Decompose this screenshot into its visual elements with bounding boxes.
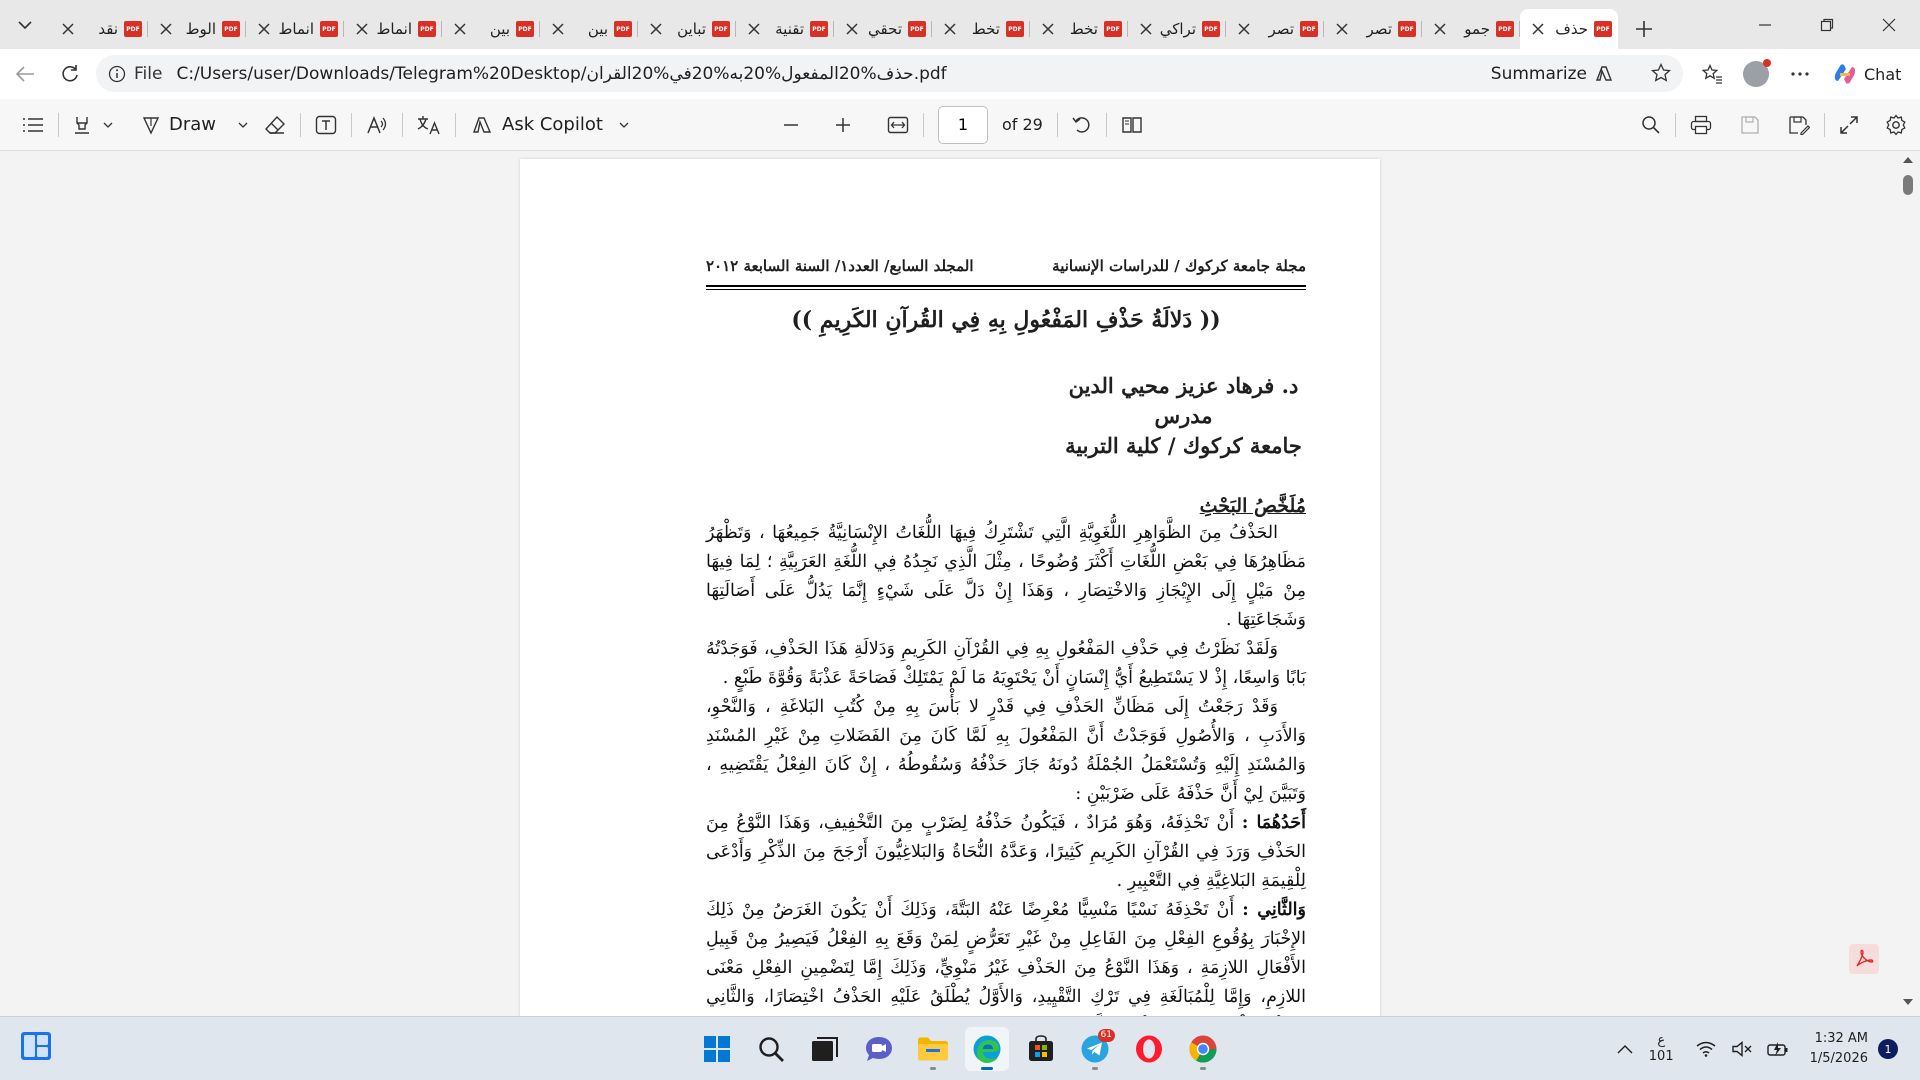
- pdf-file-icon: PDF: [1594, 21, 1612, 37]
- toolbar-divider: [923, 113, 924, 137]
- pdf-file-icon: PDF: [1398, 21, 1416, 37]
- acrobat-icon[interactable]: [1849, 944, 1879, 974]
- browser-tab[interactable]: [246, 9, 344, 49]
- summarize-button[interactable]: [1491, 55, 1615, 92]
- battery-charging-icon: [1767, 1041, 1789, 1057]
- ask-copilot-label: Ask Copilot: [502, 114, 603, 135]
- wifi-icon: [1696, 1041, 1716, 1057]
- tab-title: تباين: [677, 20, 706, 38]
- save-icon: [1740, 115, 1760, 135]
- browser-tab[interactable]: [1422, 9, 1520, 49]
- maximize-button[interactable]: [1796, 0, 1858, 49]
- paragraph-text: أَنْ تَحْذِفَهُ، وَهُوَ مُرَادٌ ، فَيَكُونُ حَذْفُهُ لِضَرْبٍ مِنَ التَّخْفِيفِ، وَهَذَا النَّوْعُ مِنَ الحَذْفِ وَرَدَ فِي القُرْآنِ الكَرِيمِ كَثِيرًا، وَعَدَّهُ النُّحَاةُ وَالبَلاغِيُّونَ أَرْجَحَ مِنَ الذِّكْرِ وَأَدْعَى لِلْقِيمَةِ البَلاغِيَّةِ فِي التَّعْبِيرِ .: [706, 813, 1306, 891]
- close-icon[interactable]: [1432, 21, 1448, 37]
- tab-title: تخط: [971, 20, 1000, 38]
- info-icon[interactable]: [108, 65, 126, 83]
- toolbar-divider: [300, 113, 301, 137]
- video-chat-icon: [864, 1035, 894, 1063]
- scroll-down-icon[interactable]: [1901, 997, 1915, 1007]
- erase-button[interactable]: [256, 105, 294, 145]
- browser-tab[interactable]: [638, 9, 736, 49]
- avatar: [1743, 61, 1769, 87]
- clock-date: 1/5/2026: [1809, 1051, 1868, 1066]
- scroll-up-icon[interactable]: [1901, 155, 1915, 165]
- task-view-button[interactable]: [803, 1027, 847, 1071]
- close-icon[interactable]: [550, 21, 566, 37]
- copilot-icon: [470, 114, 494, 136]
- journal-name: مجلة جامعة كركوك / للدراسات الإنسانية: [1052, 257, 1306, 275]
- page-number-input[interactable]: [938, 106, 988, 144]
- paragraph-text: أَنْ تَحْذِفَهُ نَسْيًا مَنْسِيًّا مُعْرِضًا عَنْهُ البَتَّةَ، وَذَلِكَ أَنْ يَكُونَ الغَرَضُ مِنْ ذَلِكَ الإِخْبَارَ بِوُقُوعِ الفِعْلِ مِنَ الفَاعِلِ مِنْ غَيْرِ تَعَرُّضٍ لِمَنْ وَقَعَ بِهِ الفِعْلُ فَيَصِيرُ مِنْ قَبِيلِ الأَفْعَالِ اللازِمَةِ ، وَهَذَا النَّوْعُ مِنَ الحَذْفِ غَيْرُ مَنْوِيٍّ، وَذَلِكَ إِمَّا لِتَضْمِينِ الفِعْلِ مَعْنَى اللازِمِ، وَإِمَّا لِلْمُبَالَغَةِ فِي تَرْكِ التَّقْيِيدِ، وَالأَوَّلُ يُطْلَقُ عَلَيْهِ الحَذْفُ اخْتِصَارًا، وَالثَّانِي: [706, 900, 1306, 1007]
- show-hidden-icons-button[interactable]: [1610, 1034, 1640, 1064]
- tab-title: بين: [587, 20, 608, 38]
- tab-title: تراكي: [1160, 20, 1196, 38]
- volume-button[interactable]: [1727, 1034, 1757, 1064]
- fit-width-button[interactable]: [879, 105, 917, 145]
- browser-tab[interactable]: [50, 9, 148, 49]
- toolbar-divider: [1106, 113, 1107, 137]
- page-number-group: [930, 105, 1051, 145]
- header-rule: [706, 289, 1306, 290]
- chevron-down-icon[interactable]: [238, 122, 248, 128]
- telegram-button[interactable]: [1073, 1027, 1117, 1071]
- abstract-paragraph: [706, 896, 1306, 1016]
- edge-logo-icon: [972, 1034, 1002, 1064]
- battery-button[interactable]: [1763, 1034, 1793, 1064]
- highlighter-icon: [73, 115, 93, 135]
- browser-actions: [1690, 49, 1901, 99]
- vertical-scrollbar[interactable]: [1896, 151, 1920, 1016]
- abstract-paragraph: [706, 809, 1306, 896]
- pdf-file-icon: PDF: [1104, 21, 1122, 37]
- scroll-thumb[interactable]: [1903, 175, 1913, 195]
- pdf-file-icon: PDF: [124, 21, 142, 37]
- close-icon[interactable]: [648, 21, 664, 37]
- close-icon[interactable]: [844, 21, 860, 37]
- folder-icon: [917, 1036, 949, 1062]
- close-icon[interactable]: [1138, 21, 1154, 37]
- close-icon[interactable]: [1236, 21, 1252, 37]
- chevron-down-icon[interactable]: [103, 122, 113, 128]
- draw-label: Draw: [169, 114, 217, 135]
- taskbar: [0, 1016, 1920, 1080]
- scheme-label: File: [134, 63, 163, 84]
- browser-tab[interactable]: [932, 9, 1030, 49]
- draw-button[interactable]: [133, 105, 256, 145]
- translate-icon: [417, 115, 441, 135]
- address-bar[interactable]: [96, 55, 1683, 92]
- gear-icon: [1885, 114, 1907, 136]
- chrome-logo-icon: [1188, 1034, 1218, 1064]
- page-view-button[interactable]: [1113, 105, 1151, 145]
- tab-title: حذف: [1555, 20, 1588, 38]
- pdf-viewport[interactable]: [0, 151, 1920, 1016]
- store-icon: [1027, 1035, 1055, 1063]
- file-explorer-button[interactable]: [911, 1027, 955, 1071]
- read-aloud-icon: [366, 115, 388, 135]
- more-menu-button[interactable]: [1778, 52, 1822, 96]
- summarize-label: Summarize: [1490, 63, 1587, 84]
- toolbar-divider: [1675, 113, 1676, 137]
- abstract-paragraph: وَلَقَدْ نَظَرْتُ فِي حَذْفِ المَفْعُولِ بِهِ فِي القُرْآنِ الكَرِيمِ وَدَلالَةِ هَذَا الحَذْفِ، فَوَجَدْتُهُ بَابًا وَاسِعًا، إِذْ لا يَسْتَطِيعُ أَيُّ إِنْسَانٍ أَنْ يَحْتَوِيَهُ مَا لَمْ يَمْتَلِكْ فَصَاحَةً عَذْبَةً وَقُوَّةَ طَبْعٍ .: [706, 639, 1306, 688]
- browser-tab[interactable]: [1324, 9, 1422, 49]
- pdf-page: [520, 159, 1380, 1016]
- toolbar-divider: [1824, 113, 1825, 137]
- browser-tab[interactable]: [442, 9, 540, 49]
- plus-icon: [835, 117, 851, 133]
- close-icon[interactable]: [1040, 21, 1056, 37]
- paragraph-lead: أَحَدُهُمَا :: [1241, 813, 1306, 833]
- zoom-out-button[interactable]: [775, 105, 807, 145]
- add-text-button[interactable]: [307, 105, 345, 145]
- tab-title: الوط: [185, 20, 216, 38]
- system-tray: [1607, 1017, 1920, 1080]
- pen-icon: [141, 115, 161, 135]
- plus-icon: [1635, 20, 1653, 38]
- pdf-file-icon: PDF: [516, 21, 534, 37]
- close-icon[interactable]: [354, 21, 370, 37]
- chevron-down-icon: [18, 20, 32, 30]
- search-icon: [1641, 115, 1661, 135]
- paragraph-lead: وَالثَّانِي :: [1242, 900, 1306, 920]
- close-icon[interactable]: [60, 21, 76, 37]
- pdf-file-icon: PDF: [418, 21, 436, 37]
- language-script: ع: [1657, 1033, 1666, 1048]
- tab-title: انماط: [376, 20, 412, 38]
- pdf-file-icon: PDF: [810, 21, 828, 37]
- pdf-file-icon: PDF: [222, 21, 240, 37]
- fullscreen-button[interactable]: [1831, 105, 1867, 145]
- author-affiliation: جامعة كركوك / كلية التربية: [1065, 432, 1302, 458]
- close-icon[interactable]: [746, 21, 762, 37]
- tab-title: بين: [489, 20, 510, 38]
- pdf-file-icon: PDF: [1496, 21, 1514, 37]
- tab-title: انماط: [278, 20, 314, 38]
- close-icon[interactable]: [158, 21, 174, 37]
- page-count: of 29: [1001, 115, 1043, 134]
- taskbar-apps: [690, 1027, 1230, 1071]
- eraser-icon: [264, 115, 286, 135]
- edge-browser-button[interactable]: [965, 1027, 1009, 1071]
- toolbar-divider: [402, 113, 403, 137]
- author-name: د. فرهاد عزيز محيي الدين: [1068, 373, 1299, 398]
- pdf-file-icon: PDF: [320, 21, 338, 37]
- close-icon[interactable]: [1530, 21, 1546, 37]
- toolbar-divider: [58, 113, 59, 137]
- copilot-icon: [1593, 63, 1615, 85]
- task-view-icon: [811, 1036, 839, 1062]
- pdf-file-icon: PDF: [908, 21, 926, 37]
- pdf-file-icon: PDF: [1300, 21, 1318, 37]
- close-icon[interactable]: [256, 21, 272, 37]
- chat-label: Chat: [1864, 64, 1902, 84]
- chevron-up-icon: [1617, 1044, 1633, 1054]
- clock[interactable]: [1810, 1029, 1868, 1069]
- close-icon[interactable]: [942, 21, 958, 37]
- toolbar-divider: [455, 113, 456, 137]
- find-button[interactable]: [1633, 105, 1669, 145]
- windows-logo-icon: [703, 1035, 731, 1063]
- notification-badge[interactable]: 1: [1878, 1039, 1898, 1059]
- window-controls: [1734, 0, 1920, 49]
- favorites-list-icon: [1701, 64, 1723, 84]
- pdf-file-icon: PDF: [614, 21, 632, 37]
- contents-button[interactable]: [14, 105, 52, 145]
- tab-title: تصر: [1366, 20, 1392, 38]
- tab-list: [50, 0, 1618, 49]
- arrow-left-icon: [15, 65, 35, 83]
- close-icon[interactable]: [452, 21, 468, 37]
- rotate-button[interactable]: [1064, 105, 1100, 145]
- save-as-button[interactable]: [1780, 105, 1818, 145]
- journal-issue: المجلد السابع/ العدد١/ السنة السابعة ٢٠١٢: [706, 257, 974, 275]
- start-button[interactable]: [695, 1027, 739, 1071]
- minimize-button[interactable]: [1734, 0, 1796, 49]
- refresh-button[interactable]: [50, 54, 90, 94]
- chevron-down-icon[interactable]: [619, 122, 629, 128]
- pdf-toolbar: [0, 99, 1920, 151]
- copilot-chat-button[interactable]: [1832, 61, 1901, 87]
- browser-tab[interactable]: [1128, 9, 1226, 49]
- browser-tab[interactable]: [1520, 9, 1618, 49]
- new-tab-button[interactable]: [1624, 9, 1664, 49]
- page-view-icon: [1121, 116, 1143, 134]
- copilot-logo-icon: [1832, 61, 1858, 87]
- telegram-unread-badge: 61: [1098, 1029, 1115, 1042]
- tab-title: تصر: [1268, 20, 1294, 38]
- search-icon: [757, 1035, 785, 1063]
- rotate-icon: [1072, 115, 1092, 135]
- speaker-muted-icon: [1732, 1041, 1752, 1057]
- abstract-paragraph: وَقَدْ رَجَعْتُ إِلَى مَظَانِّ الحَذْفِ فِي قَدْرٍ لا بَأْسَ بِهِ مِنْ كُتُبِ البَلاغَةِ ، وَالنَّحْوِ، وَالأَدَبِ ، وَالأُصُولِ فَوَجَدْتُ أَنَّ المَفْعُولَ بِهِ لَمَّا كَانَ مِنَ الفَضَلاتِ مِنْ غَيْرِ المُسْنَدِ وَالمُسْنَدِ إِلَيْهِ وَتُسْتَعْمَلُ الجُمْلَةُ دُونَهُ جَازَ حَذْفُهُ وَسُقُوطُهُ ، إِنْ كَانَ الفِعْلُ يَقْتَضِيهِ ، وَتَبَيَّنَ لِيْ أَنَّ حَذْفَهُ عَلَى ضَرْبَيْنِ :: [706, 697, 1306, 804]
- highlight-button[interactable]: [65, 105, 121, 145]
- tab-title: تحقي: [868, 20, 902, 38]
- toolbar-divider: [351, 113, 352, 137]
- browser-tab[interactable]: [736, 9, 834, 49]
- author-rank: مدرس: [1154, 402, 1213, 428]
- chrome-button[interactable]: [1181, 1027, 1225, 1071]
- opera-logo-icon: [1134, 1034, 1164, 1064]
- header-rule: [706, 285, 1306, 287]
- fit-width-icon: [887, 116, 909, 134]
- translate-button[interactable]: [409, 105, 449, 145]
- taskbar-search-button[interactable]: [749, 1027, 793, 1071]
- address-bar-row: [0, 49, 1920, 99]
- tab-title: تخط: [1069, 20, 1098, 38]
- save-as-icon: [1788, 115, 1810, 135]
- input-language-indicator[interactable]: [1649, 1033, 1674, 1065]
- pdf-file-icon: PDF: [712, 21, 730, 37]
- tab-title: جمو: [1464, 20, 1490, 38]
- store-button[interactable]: [1019, 1027, 1063, 1071]
- ellipsis-icon: [1791, 72, 1809, 76]
- language-code: 101: [1648, 1049, 1674, 1064]
- toolbar-divider: [1057, 113, 1058, 137]
- list-icon: [22, 117, 44, 133]
- abstract-paragraph: الحَذْفُ مِنَ الظَّوَاهِرِ اللُّغَوِيَّةِ الَّتِي تَشْتَرِكُ فِيهَا اللُّغَاتُ الإِنْسَانِيَّةُ جَمِيعُهَا ، وَتَظْهَرُ مَظَاهِرُهَا فِي بَعْضِ اللُّغَاتِ أَكْثَرَ وُضُوحًا ، مِثْلَ الَّذِي نَجِدُهُ فِي اللُّغَةِ العَرَبِيَّةِ ؛ لِمَا فِيهَا مِنْ مَيْلٍ إِلَى الإِيْجَازِ وَالاخْتِصَارِ ، وَهَذَا إِنْ دَلَّ عَلَى شَيْءٍ إِنَّمَا يَدُلُّ عَلَى أَصَالَتِهَا وَشَجَاعَتِهَا .: [706, 523, 1306, 630]
- url-text[interactable]: C:/Users/user/Downloads/Telegram%20Desktop/حذف%20المفعول%20به%20في%20القران.pdf: [176, 63, 947, 84]
- browser-tab[interactable]: [1030, 9, 1128, 49]
- author-block: [706, 371, 1306, 460]
- minus-icon: [783, 117, 799, 133]
- meet-app-button[interactable]: [857, 1027, 901, 1071]
- abstract-heading: مُلَخَّصُ البَحْثِ: [1199, 495, 1306, 517]
- refresh-icon: [60, 64, 80, 84]
- browser-tab[interactable]: [344, 9, 442, 49]
- ask-copilot-button[interactable]: [462, 105, 637, 145]
- text-box-icon: [315, 115, 337, 135]
- close-icon[interactable]: [1334, 21, 1350, 37]
- favorites-button[interactable]: [1690, 52, 1734, 96]
- pdf-file-icon: PDF: [1006, 21, 1024, 37]
- tab-title: تقنية: [775, 20, 804, 38]
- browser-tab[interactable]: [1226, 9, 1324, 49]
- tab-strip: [0, 0, 1920, 49]
- clock-time: 1:32 AM: [1814, 1031, 1868, 1046]
- paper-title: (( دَلالَةُ حَذْفِ المَفْعُولِ بِهِ فِي القُرآنِ الكَرِيمِ )): [791, 307, 1221, 333]
- widgets-icon: [20, 1031, 52, 1061]
- back-button[interactable]: [5, 54, 45, 94]
- printer-icon: [1690, 115, 1712, 135]
- read-aloud-button[interactable]: [358, 105, 396, 145]
- save-button[interactable]: [1732, 105, 1768, 145]
- expand-icon: [1839, 115, 1859, 135]
- widgets-button[interactable]: [20, 1031, 52, 1065]
- close-window-button[interactable]: [1858, 0, 1920, 49]
- zoom-in-button[interactable]: [827, 105, 859, 145]
- tab-search-button[interactable]: [6, 6, 44, 44]
- print-button[interactable]: [1682, 105, 1720, 145]
- browser-tab[interactable]: [148, 9, 246, 49]
- abstract-body: [706, 519, 1306, 1016]
- tab-title: نقد: [98, 20, 118, 38]
- browser-tab[interactable]: [540, 9, 638, 49]
- opera-button[interactable]: [1127, 1027, 1171, 1071]
- profile-button[interactable]: [1734, 52, 1778, 96]
- browser-tab[interactable]: [834, 9, 932, 49]
- pdf-file-icon: PDF: [1202, 21, 1220, 37]
- favorite-star-icon[interactable]: [1651, 63, 1671, 83]
- pdf-settings-button[interactable]: [1877, 105, 1915, 145]
- wifi-button[interactable]: [1691, 1034, 1721, 1064]
- journal-header: [706, 257, 1306, 275]
